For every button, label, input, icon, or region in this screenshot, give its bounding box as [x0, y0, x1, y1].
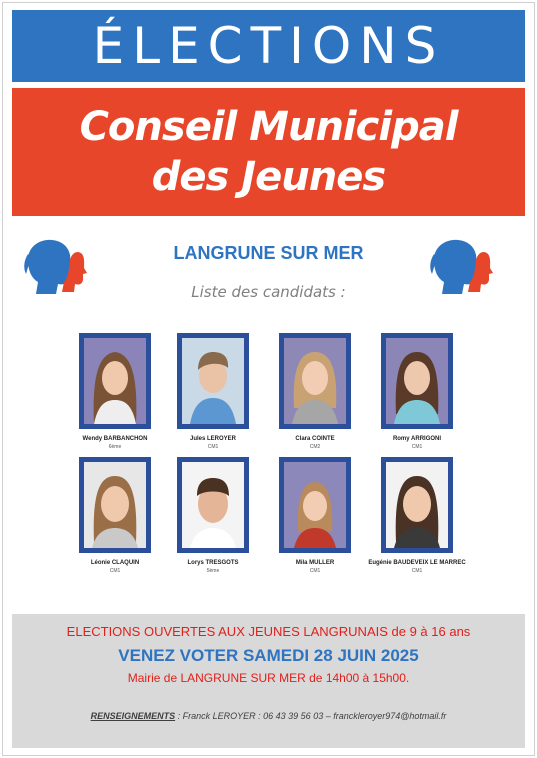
candidate-name: Lorys TRESGOTS — [187, 560, 239, 566]
candidate-grade: 6ème — [108, 444, 122, 450]
title-banner — [12, 10, 525, 82]
vote-date-text: VENEZ VOTER SAMEDI 28 JUIN 2025 — [118, 646, 419, 665]
contact-label: RENSEIGNEMENTS — [90, 711, 176, 721]
candidate-photo — [381, 457, 453, 553]
subtitle-line-1: Conseil Municipal — [79, 104, 458, 150]
subtitle-banner — [12, 88, 525, 216]
vote-location-text: Mairie de LANGRUNE SUR MER de 14h00 à 15h00. — [127, 671, 410, 685]
candidate-name: Léonie CLAQUIN — [90, 560, 140, 566]
candidate-name: Mila MULLER — [295, 560, 335, 566]
candidate-grade: 5ème — [206, 568, 220, 574]
contact-details: : Franck LEROYER : 06 43 39 56 03 – franckleroyer974@hotmail.fr — [175, 711, 447, 721]
candidate-photo — [279, 333, 351, 429]
candidate-grade: CM1 — [109, 568, 121, 574]
candidate-name: Romy ARRIGONI — [392, 436, 442, 442]
candidate-name: Wendy BARBANCHON — [82, 436, 148, 442]
candidate-name: Eugénie BAUDEVEIX LE MARREC — [368, 560, 466, 566]
candidate-grade: CM1 — [411, 568, 423, 574]
candidate-card — [357, 457, 477, 575]
candidate-photo — [177, 457, 249, 553]
candidate-grade: CM2 — [309, 444, 321, 450]
candidate-photo — [79, 457, 151, 553]
candidate-card — [357, 333, 477, 451]
candidate-photo — [381, 333, 453, 429]
candidate-grade: CM1 — [309, 568, 321, 574]
contact-line — [12, 711, 525, 721]
eligibility-text: ELECTIONS OUVERTES AUX JEUNES LANGRUNAIS de 9 à 16 ans — [66, 624, 471, 639]
candidate-photo — [79, 333, 151, 429]
town-name: LANGRUNE SUR MER — [173, 243, 364, 263]
subtitle-line-2: des Jeunes — [151, 154, 386, 200]
candidate-grade: CM1 — [411, 444, 423, 450]
page-title: ÉLECTIONS — [92, 17, 445, 75]
candidate-photo — [177, 333, 249, 429]
candidate-grade: CM1 — [207, 444, 219, 450]
candidate-name: Clara COINTE — [295, 436, 335, 442]
candidate-name: Jules LEROYER — [189, 436, 236, 442]
candidates-list-title: Liste des candidats : — [191, 283, 346, 301]
candidate-photo — [279, 457, 351, 553]
election-info-box — [12, 614, 525, 748]
